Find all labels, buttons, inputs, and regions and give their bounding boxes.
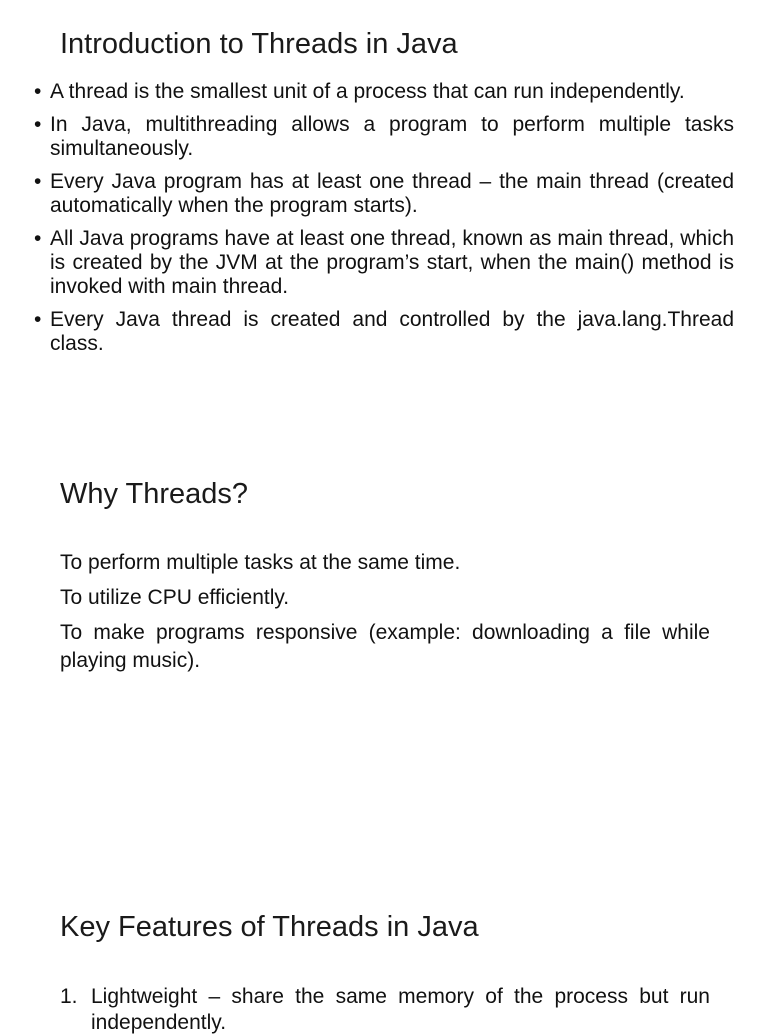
bullet-icon: • [34,113,42,136]
list-item [34,80,734,104]
section-heading-why: Why Threads? [60,478,249,510]
list-number: 1. [60,985,78,1008]
list-item [34,308,734,356]
bullet-text: Every Java program has at least one thread – the main thread (created automatically when the program starts). [50,170,734,217]
list-item [60,984,710,1036]
bullet-icon: • [34,170,42,193]
intro-bullet-list [34,80,734,365]
section-heading-intro: Introduction to Threads in Java [60,28,458,60]
bullet-icon: • [34,308,42,331]
features-list [60,984,710,1036]
why-line: To utilize CPU efficiently. [60,586,290,609]
feature-text: Lightweight – share the same memory of the process but run independently. [91,985,710,1034]
bullet-text: Every Java thread is created and controlled by the java.lang.Thread class. [50,308,734,355]
bullet-icon: • [34,227,42,250]
bullet-icon: • [34,80,42,103]
why-lines [60,549,710,682]
bullet-text: A thread is the smallest unit of a process that can run independently. [50,80,685,103]
list-item [34,170,734,218]
bullet-text: In Java, multithreading allows a program to perform multiple tasks simultaneously. [50,113,734,160]
list-item [34,227,734,299]
bullet-text: All Java programs have at least one thread, known as main thread, which is created by the JVM at the program’s start, when the main() method is invoked with main thread. [50,227,734,298]
why-line: To perform multiple tasks at the same time. [60,551,461,574]
list-item [34,113,734,161]
why-line: To make programs responsive (example: downloading a file while playing music). [60,621,710,672]
section-heading-features: Key Features of Threads in Java [60,911,479,943]
